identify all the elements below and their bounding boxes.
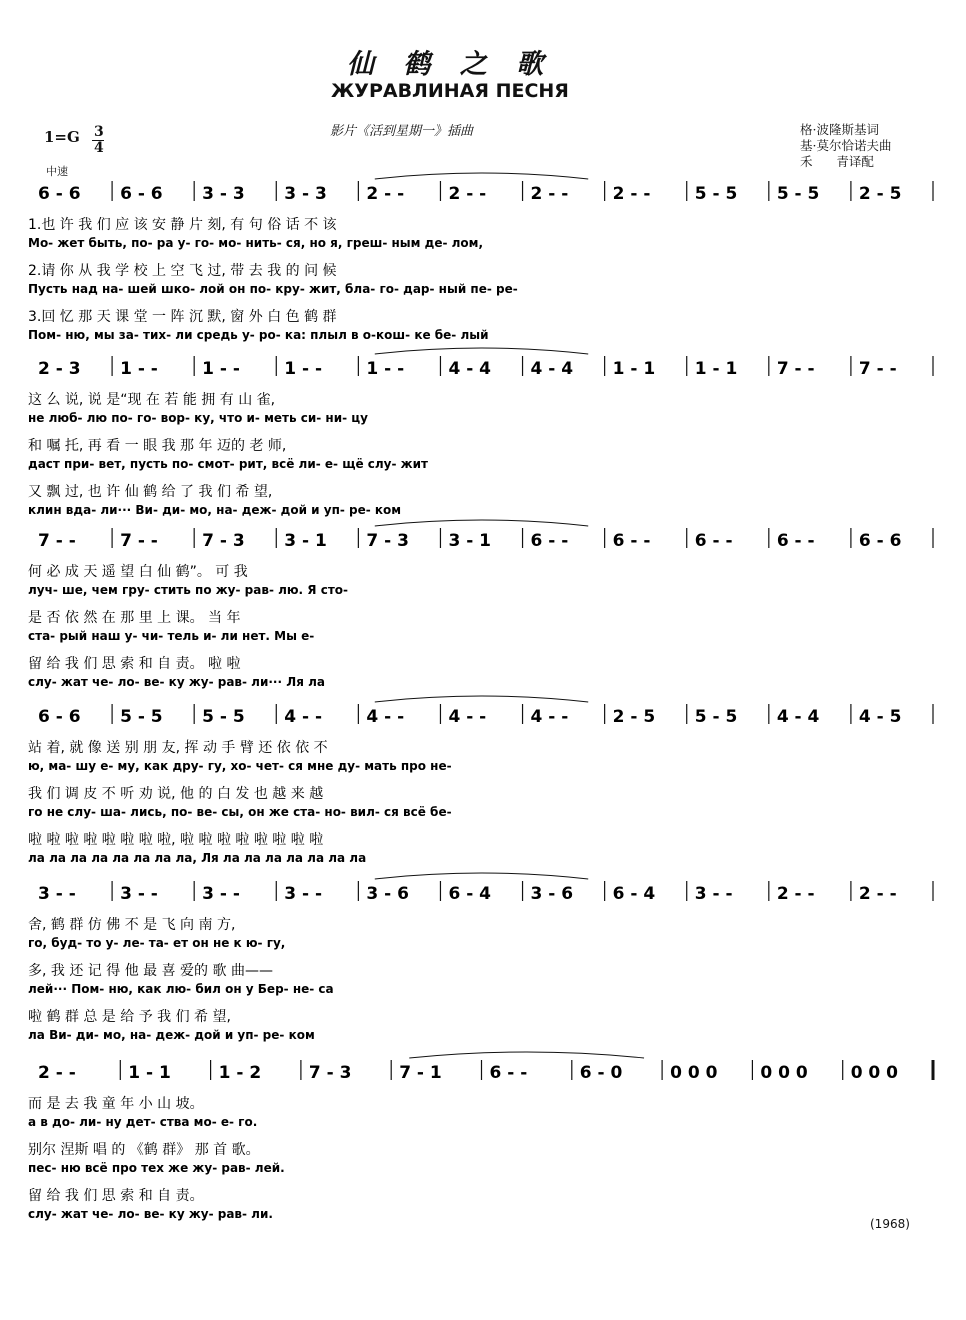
measure-notes: 0 0 0	[850, 1063, 899, 1083]
measure-notes: 6 - -	[530, 531, 569, 551]
lyric-line-russian: луч- ше, чем гру- стить по жу- рав- лю. Я сто-	[28, 583, 349, 597]
song-title: 仙 鹤 之 歌	[346, 49, 554, 80]
lyric-line-russian: пес- ню всё про тех же жу- рав- лей.	[28, 1161, 285, 1175]
measure-notes: 4 - -	[448, 707, 487, 727]
measure-notes: 2 - 5	[858, 184, 902, 204]
lyric-line-russian: ста- рый наш у- чи- тель и- ли нет. Мы е-	[28, 629, 315, 643]
measure-notes: 2 - -	[448, 184, 487, 204]
measure-notes: 5 - 5	[776, 184, 820, 204]
measure-notes: 7 - 3	[202, 531, 245, 551]
lyric-line-chinese: 我 们 调 皮 不 听 劝 说, 他 的 白 发 也 越 来 越	[28, 786, 324, 802]
lyric-line-russian: Мо- жет быть, по- ра у- го- мо- нить- ся, но я, греш- ным де- лом,	[28, 236, 484, 250]
measure-notes: 6 - 6	[38, 707, 81, 727]
measure-notes: 4 - -	[366, 707, 405, 727]
measure-notes: 0 0 0	[760, 1063, 808, 1083]
measure-notes: 3 - -	[120, 884, 158, 904]
lyric-line-chinese: 3.回 忆 那 天 课 堂 一 阵 沉 默, 窗 外 白 色 鹤 群	[28, 309, 337, 325]
measure-notes: 7 - -	[38, 531, 76, 551]
measure-notes: 6 - -	[694, 531, 733, 551]
measure-notes: 4 - 5	[858, 707, 902, 727]
tie-arc	[409, 1052, 644, 1058]
lyric-line-chinese: 而 是 去 我 童 年 小 山 坡。	[28, 1096, 204, 1112]
tie-arc	[375, 348, 588, 354]
lyric-line-chinese: 何 必 成 天 遥 望 白 仙 鹤”。 可 我	[28, 564, 248, 580]
measure-notes: 3 - 3	[202, 184, 245, 204]
lyric-line-chinese: 1.也 许 我 们 应 该 安 静 片 刻, 有 句 俗 话 不 该	[28, 217, 337, 233]
measure-notes: 7 - 3	[308, 1063, 352, 1083]
measure-notes: 2 - -	[530, 184, 569, 204]
lyric-line-russian: слу- жат че- ло- ве- ку жу- рав- ли··· Ля ла	[28, 675, 325, 689]
tempo-marking: 中速	[46, 165, 68, 178]
measure-notes: 7 - 3	[366, 531, 409, 551]
measure-notes: 2 - -	[38, 1063, 76, 1083]
lyric-line-russian: лей··· Пом- ню, как лю- бил он у Бер- не- са	[28, 982, 334, 996]
measure-notes: 6 - -	[776, 531, 815, 551]
lyricist-credit: 格·波隆斯基词	[800, 122, 879, 137]
lyric-line-russian: а в до- ли- ну дет- ства мо- е- го.	[28, 1115, 258, 1129]
lyric-line-russian: го, буд- то у- ле- та- ет он не к ю- гу,	[28, 936, 286, 950]
composer-credit: 基·莫尔恰诺夫曲	[800, 138, 892, 153]
lyric-line-russian: ла Ви- ди- мо, на- деж- дой и уп- ре- ком	[28, 1028, 315, 1042]
lyric-line-chinese: 和 嘱 托, 再 看 一 眼 我 那 年 迈的 老 师,	[28, 438, 287, 454]
lyric-line-chinese: 多, 我 还 记 得 他 最 喜 爱的 歌 曲——	[28, 963, 273, 979]
measure-notes: 5 - 5	[120, 707, 163, 727]
measure-notes: 7 - -	[120, 531, 158, 551]
tie-arc	[375, 520, 588, 526]
lyric-line-russian: даст при- вет, пусть по- смот- рит, всё ли- е- щё слу- жит	[28, 457, 428, 471]
time-signature-numerator: 3	[94, 124, 104, 140]
measure-notes: 2 - -	[858, 884, 897, 904]
lyric-line-chinese: 2.请 你 从 我 学 校 上 空 飞 过, 带 去 我 的 问 候	[28, 263, 337, 279]
measure-notes: 2 - 3	[38, 359, 81, 379]
measure-notes: 1 - 1	[612, 359, 656, 379]
tie-arc	[375, 173, 588, 179]
measure-notes: 4 - 4	[776, 707, 820, 727]
measure-notes: 4 - -	[530, 707, 569, 727]
measure-notes: 6 - 6	[120, 184, 163, 204]
lyric-line-russian: го не слу- ша- лись, по- ве- сы, он же ста- но- вил- ся всё бе-	[28, 805, 452, 819]
measure-notes: 2 - -	[612, 184, 651, 204]
measure-notes: 5 - 5	[694, 707, 738, 727]
measure-notes: 3 - 3	[284, 184, 327, 204]
measure-notes: 2 - 5	[612, 707, 656, 727]
lyric-line-russian: не люб- лю по- го- вор- ку, что и- меть си- ни- цу	[28, 411, 368, 425]
measure-notes: 3 - -	[38, 884, 76, 904]
measure-notes: 5 - 5	[202, 707, 245, 727]
measure-notes: 1 - 1	[694, 359, 738, 379]
lyric-line-russian: Пом- ню, мы за- тих- ли средь у- ро- ка: плыл в о-кош- ке бе- лый	[28, 328, 489, 342]
measure-notes: 7 - -	[776, 359, 815, 379]
measure-notes: 1 - -	[120, 359, 158, 379]
lyric-line-chinese: 站 着, 就 像 送 别 朋 友, 挥 动 手 臂 还 依 依 不	[28, 740, 328, 756]
lyric-line-chinese: 舍, 鹤 群 仿 佛 不 是 飞 向 南 方,	[28, 917, 236, 933]
measure-notes: 4 - 4	[448, 359, 492, 379]
measure-notes: 1 - 2	[218, 1063, 262, 1083]
measure-notes: 1 - 1	[128, 1063, 171, 1083]
measure-notes: 7 - 1	[399, 1063, 442, 1083]
measure-notes: 6 - -	[612, 531, 651, 551]
measure-notes: 2 - -	[776, 884, 815, 904]
lyric-line-chinese: 留 给 我 们 思 索 和 自 责。 啦 啦	[28, 656, 241, 672]
measure-notes: 3 - -	[284, 884, 323, 904]
measure-notes: 7 - -	[858, 359, 897, 379]
measure-notes: 1 - -	[202, 359, 240, 379]
measure-notes: 6 - 4	[448, 884, 492, 904]
translator-credit: 禾 青译配	[800, 154, 874, 169]
lyric-line-russian: ла ла ла ла ла ла ла ла, Ля ла ла ла ла ла ла ла	[28, 851, 367, 865]
lyric-line-chinese: 又 飘 过, 也 许 仙 鹤 给 了 我 们 希 望,	[28, 484, 273, 500]
measure-notes: 6 - 6	[858, 531, 902, 551]
lyric-line-russian: клин вда- ли··· Ви- ди- мо, на- деж- дой и уп- ре- ком	[28, 503, 402, 517]
lyric-line-chinese: 别尔 涅斯 唱 的 《鹤 群》 那 首 歌。	[28, 1142, 260, 1158]
measure-notes: 6 - 0	[579, 1063, 623, 1083]
lyric-line-chinese: 这 么 说, 说 是“现 在 若 能 拥 有 山 雀,	[28, 392, 276, 408]
lyric-line-chinese: 是 否 依 然 在 那 里 上 课。 当 年	[28, 610, 241, 626]
measure-notes: 0 0 0	[670, 1063, 718, 1083]
measure-notes: 1 - -	[284, 359, 323, 379]
measure-notes: 3 - 1	[448, 531, 492, 551]
measure-notes: 3 - -	[694, 884, 733, 904]
russian-title: ЖУРАВЛИНАЯ ПЕСНЯ	[331, 80, 569, 102]
measure-notes: 6 - 6	[38, 184, 81, 204]
time-signature-denominator: 4	[94, 140, 104, 156]
film-note: 影片《活到星期一》插曲	[330, 124, 474, 139]
measure-notes: 6 - -	[489, 1063, 528, 1083]
lyric-line-chinese: 留 给 我 们 思 索 和 自 责。	[28, 1188, 204, 1204]
measure-notes: 3 - 6	[366, 884, 409, 904]
key-signature: 1=G	[44, 128, 80, 146]
lyric-line-russian: ю, ма- шу е- му, как дру- гу, хо- чет- ся мне ду- мать про не-	[28, 759, 452, 773]
year-note: (1968)	[870, 1217, 910, 1231]
measure-notes: 4 - 4	[530, 359, 574, 379]
lyric-line-russian: слу- жат че- ло- ве- ку жу- рав- ли.	[28, 1207, 273, 1221]
measure-notes: 3 - -	[202, 884, 240, 904]
measure-notes: 6 - 4	[612, 884, 656, 904]
tie-arc	[375, 696, 588, 702]
measure-notes: 2 - -	[366, 184, 405, 204]
tie-arc	[375, 873, 588, 879]
measure-notes: 4 - -	[284, 707, 323, 727]
measure-notes: 1 - -	[366, 359, 405, 379]
measure-notes: 3 - 6	[530, 884, 574, 904]
lyric-line-russian: Пусть над на- шей шко- лой он по- кру- жит, бла- го- дар- ный пе- ре-	[28, 282, 518, 296]
measure-notes: 3 - 1	[284, 531, 327, 551]
measure-notes: 5 - 5	[694, 184, 738, 204]
lyric-line-chinese: 啦 鹤 群 总 是 给 予 我 们 希 望,	[28, 1009, 231, 1025]
lyric-line-chinese: 啦 啦 啦 啦 啦 啦 啦 啦, 啦 啦 啦 啦 啦 啦 啦 啦	[28, 832, 324, 848]
